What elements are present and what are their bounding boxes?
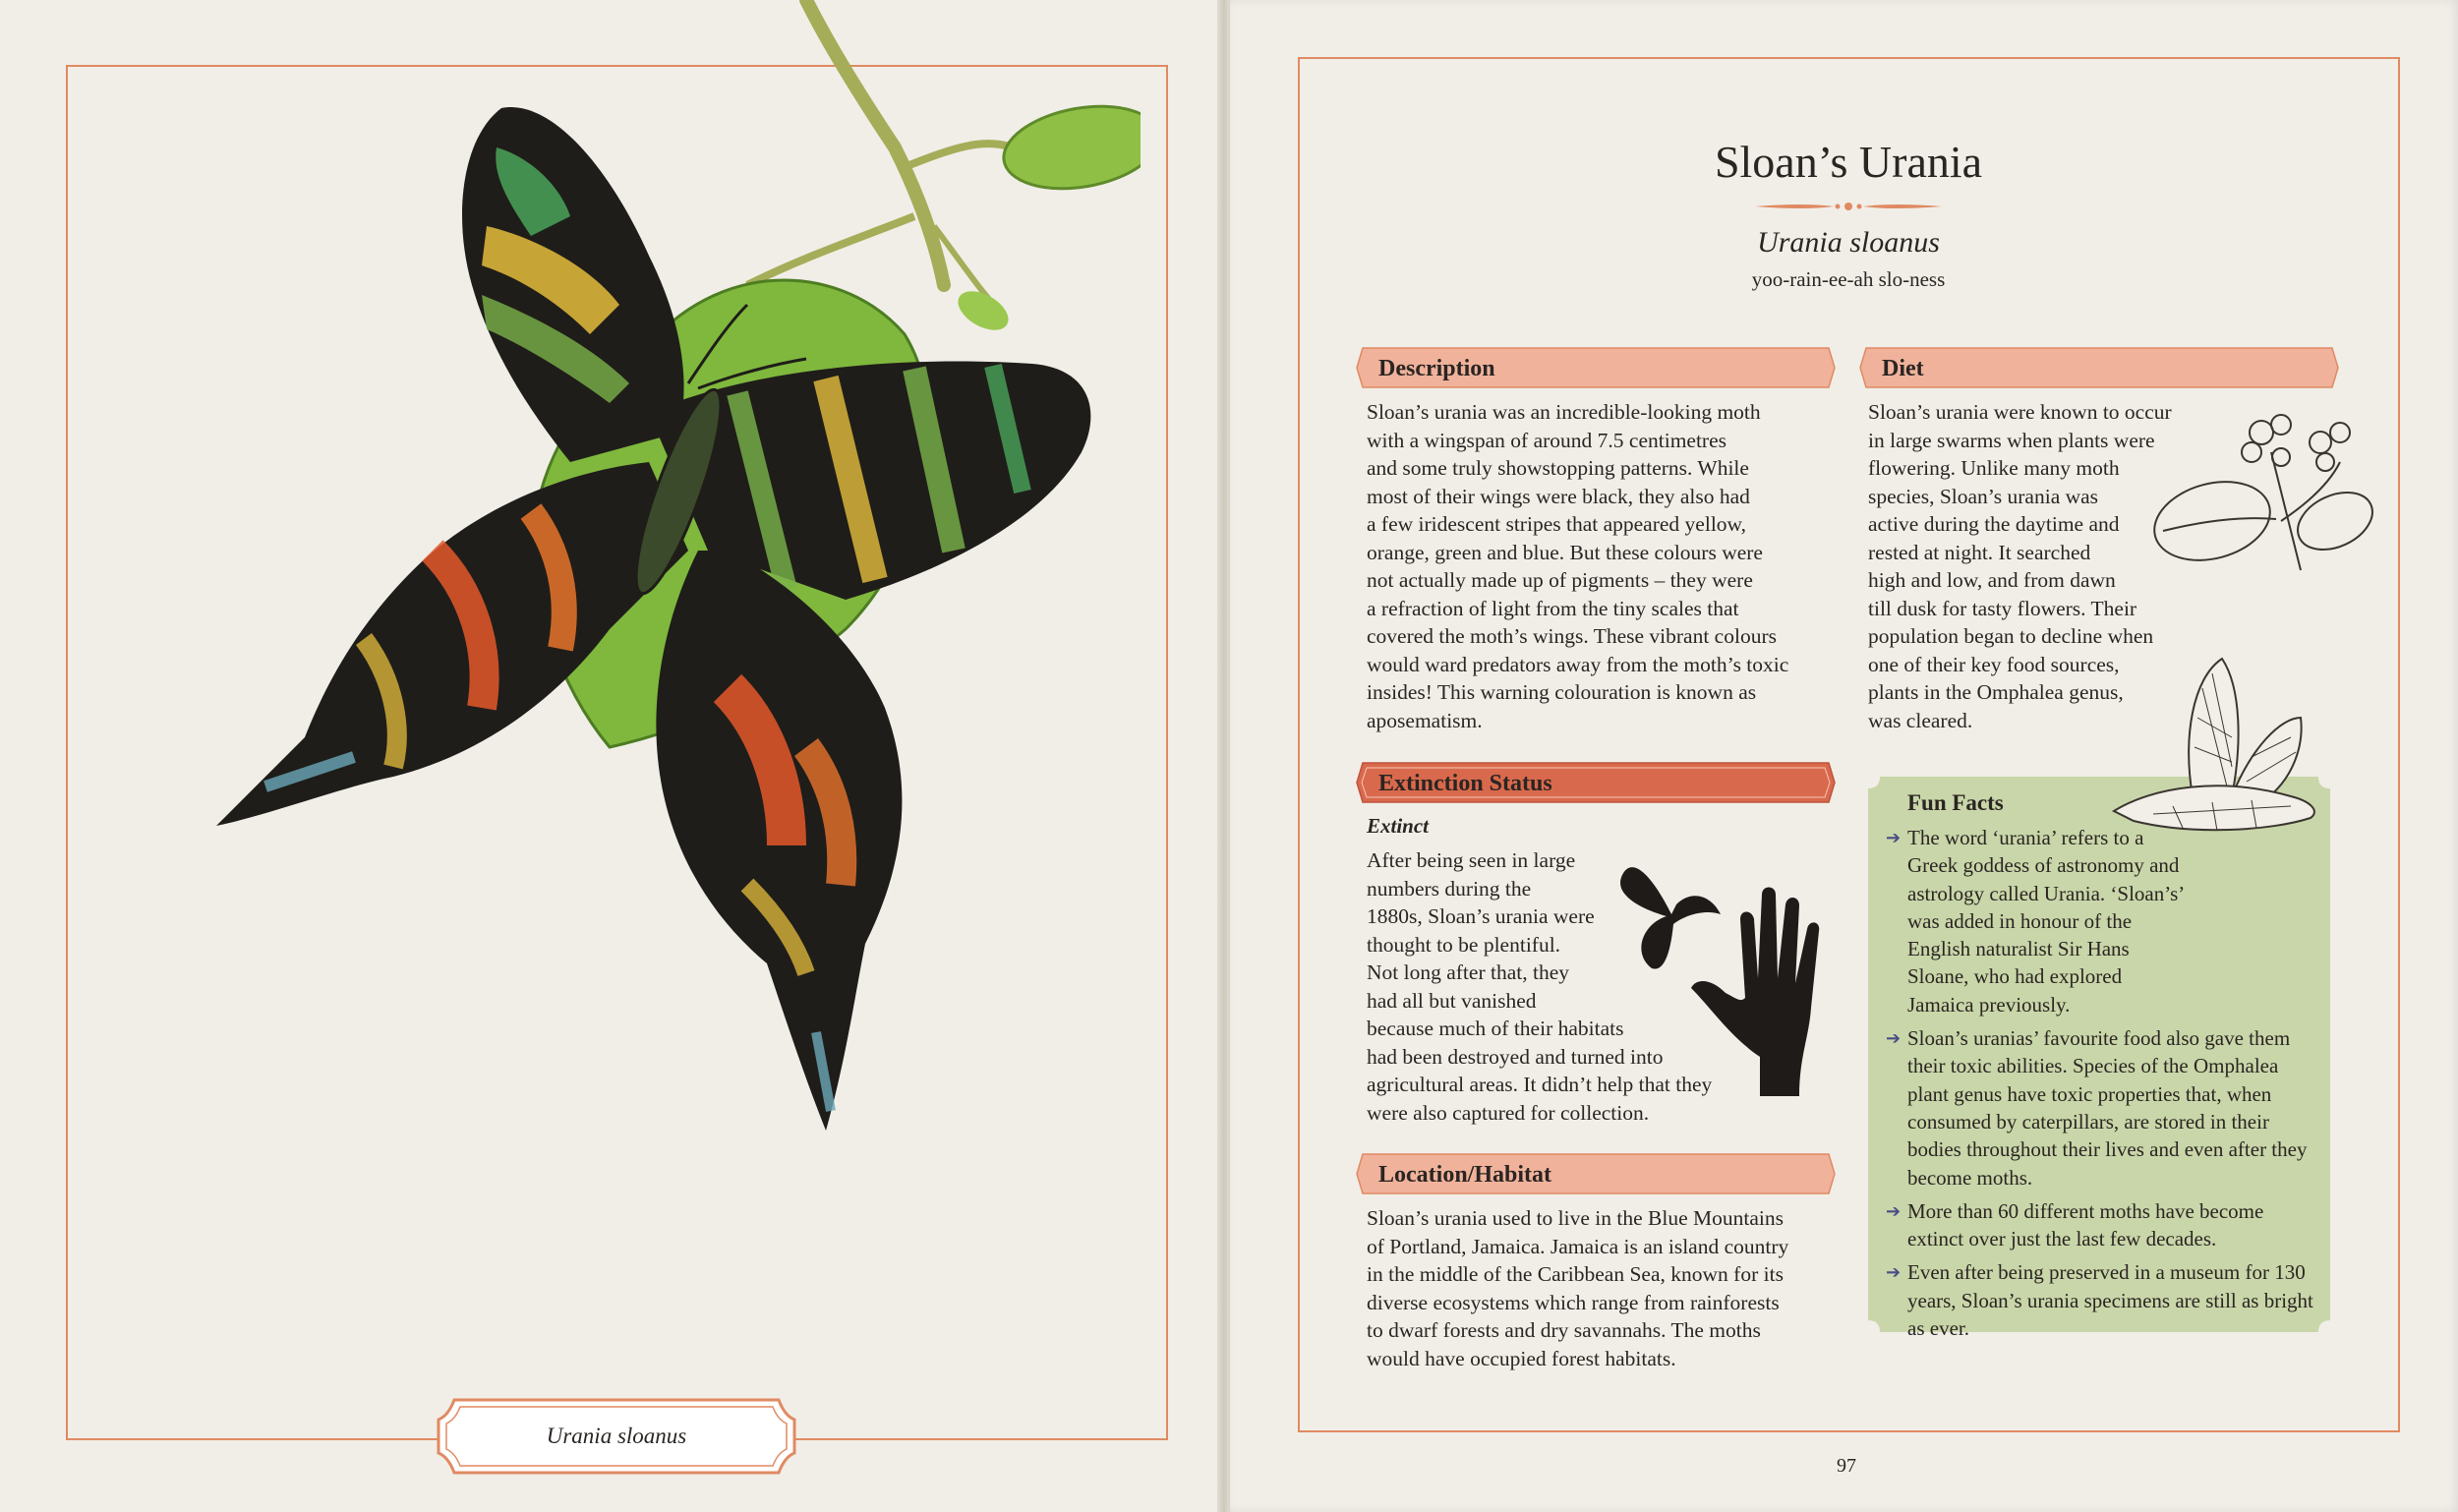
scientific-name: Urania sloanus	[1757, 226, 1940, 259]
description-header	[1355, 346, 1837, 389]
diet-header	[1858, 346, 2340, 389]
location-habitat-heading: Location/Habitat	[1378, 1162, 1552, 1188]
location-habitat-header	[1355, 1152, 1837, 1195]
diet-heading: Diet	[1882, 356, 1924, 381]
arrow-bullet-icon: ➔	[1886, 1200, 1902, 1221]
caption-plate	[435, 1396, 798, 1477]
hand-silhouette-icon	[1691, 880, 1858, 1096]
extinction-status-value: Extinct	[1367, 814, 1430, 838]
arrow-bullet-icon: ➔	[1886, 1262, 1902, 1283]
branch	[806, 0, 944, 285]
left-page	[0, 0, 1219, 1512]
fun-facts-heading: Fun Facts	[1907, 790, 2004, 815]
page-number: 97	[1837, 1455, 1856, 1477]
fun-facts-list	[1886, 824, 2318, 1348]
pronunciation: yoo-rain-ee-ah slo-ness	[1751, 267, 1946, 291]
small-leaf	[997, 95, 1141, 201]
description-heading: Description	[1378, 356, 1495, 381]
fun-fact-item: ➔ The word ‘urania’ refers to a Greek goddess of astronomy and astrology called Urania. ‘Sloan’s’ was added in honour of the English naturalist Sir Hans Sloane, who had explored Jamaica previously.	[1886, 826, 2184, 1017]
arrow-bullet-icon: ➔	[1886, 828, 1902, 847]
extinction-text: After being seen in large numbers during the 1880s, Sloan’s urania were thought to be plentiful. Not long after that, they had all but vanished because much of their habitats had been destroyed and turned into agricultural areas. It didn’t help that they were also captured for collection.	[1367, 848, 1713, 1125]
extinction-status-header	[1355, 761, 1837, 804]
flower-sketch-icon	[2153, 403, 2379, 580]
caption-text: Urania sloanus	[546, 1424, 687, 1448]
arrow-bullet-icon: ➔	[1886, 1028, 1902, 1049]
diet-text: Sloan’s urania were known to occur in large swarms when plants were flowering. Unlike many moth species, Sloan’s urania was active during the daytime and rested at night. It searched high and low, and from dawn till dusk for tasty flowers. Their population began to decline when one of their key food sources, plants in the Omphalea genus, was cleared.	[1868, 400, 2172, 732]
fun-fact-item: ➔ More than 60 different moths have become extinct over just the last few decades.	[1886, 1198, 2264, 1251]
description-text: Sloan’s urania was an incredible-looking moth with a wingspan of around 7.5 centimetres and some truly showstopping patterns. While most of their wings were black, they also had a few iridescent stripes that appeared yellow, orange, green and blue. But these colours were not actually made up of pigments – they were a refraction of light from the tiny scales that covered the moth’s wings. These vibrant colours would ward predators away from the moth’s toxic insides! This warning colouration is known as aposematism.	[1367, 400, 1789, 732]
fun-fact-item: ➔ Even after being preserved in a museum for 130 years, Sloan’s urania specimens are still as bright as ever.	[1886, 1260, 2313, 1341]
location-text: Sloan’s urania used to live in the Blue Mountains of Portland, Jamaica. Jamaica is an island country in the middle of the Caribbean Sea, known for its diverse ecosystems which range from rainforests to dwarf forests and dry savannahs. The moths would have occupied forest habitats.	[1367, 1206, 1789, 1370]
extinction-status-heading: Extinction Status	[1378, 771, 1552, 796]
moth-illustration	[98, 0, 1141, 1160]
fun-fact-item: ➔ Sloan’s uranias’ favourite food also gave them their toxic abilities. Species of the Omphalea plant genus have toxic properties that, when consumed by caterpillars, are stored in their bodies throughout their lives and even after they become moths.	[1886, 1026, 2308, 1190]
title-ornament-icon	[1755, 201, 1942, 212]
page-title: Sloan’s Urania	[1714, 137, 1983, 187]
